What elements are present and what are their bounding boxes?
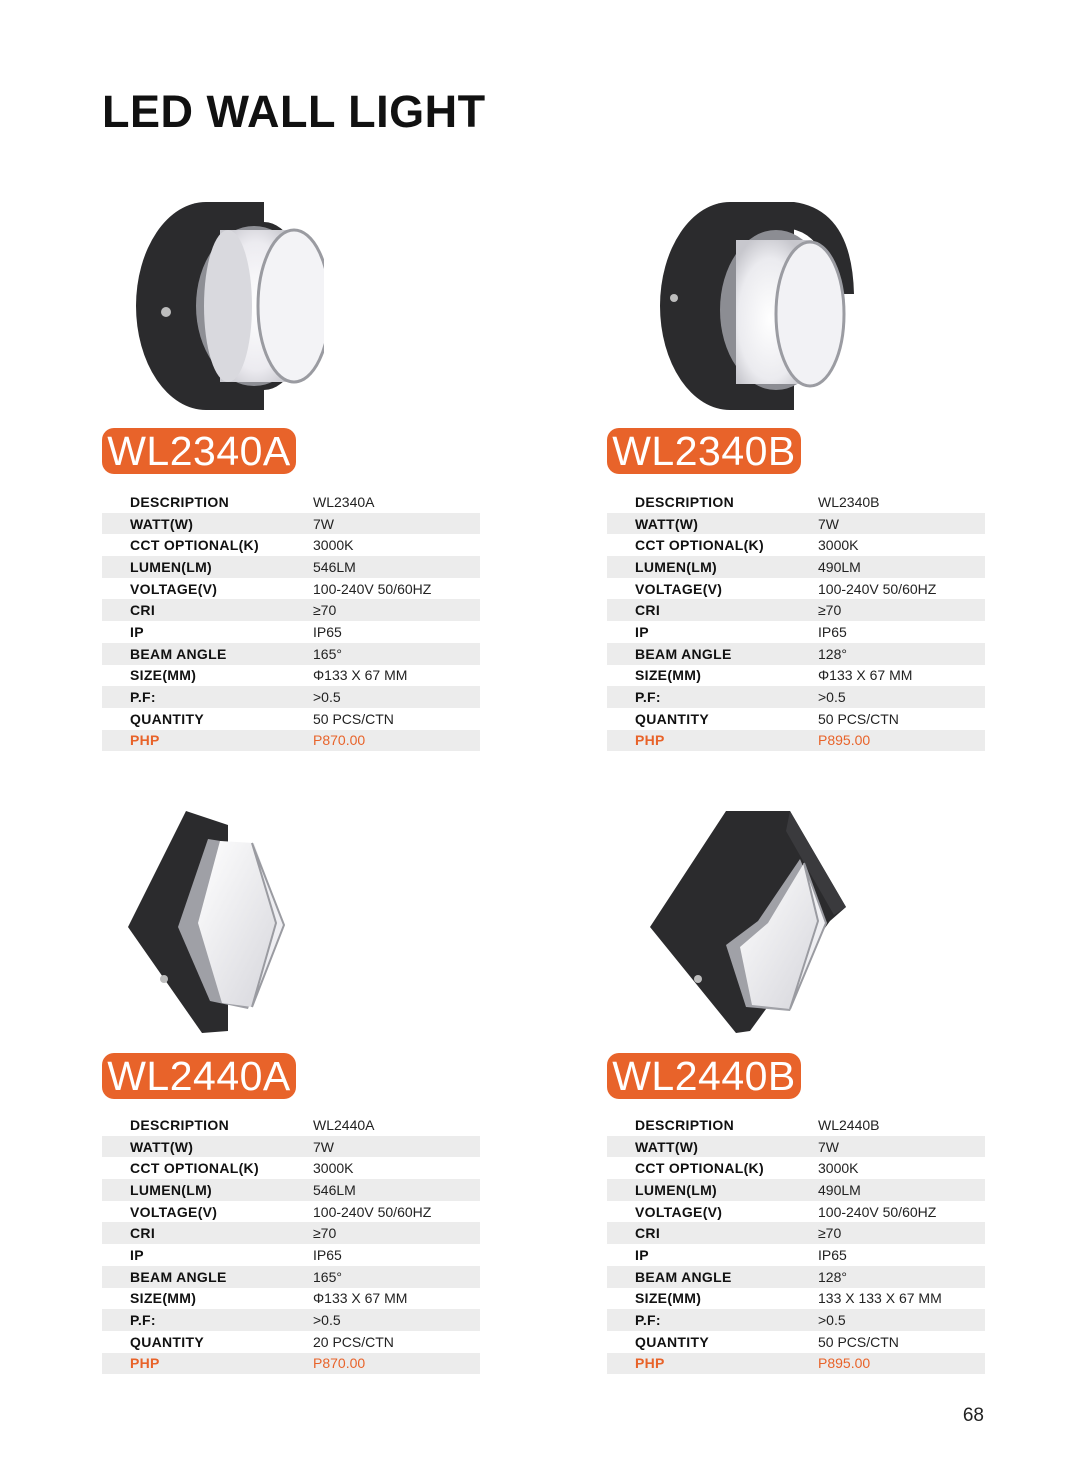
spec-row-quantity [607, 708, 985, 730]
spec-value: 546LM [313, 1181, 356, 1198]
spec-label: CCT OPTIONAL(K) [635, 1160, 764, 1177]
spec-label: BEAM ANGLE [635, 645, 732, 662]
spec-row-ip [607, 621, 985, 643]
spec-row-size [102, 1288, 480, 1310]
spec-label: PHP [635, 732, 665, 749]
spec-value: 50 PCS/CTN [818, 710, 899, 727]
spec-label: SIZE(MM) [130, 667, 197, 684]
spec-value: IP65 [313, 623, 342, 640]
spec-value: >0.5 [818, 1312, 846, 1329]
spec-label: SIZE(MM) [635, 667, 702, 684]
spec-label: SIZE(MM) [635, 1290, 702, 1307]
spec-label: QUANTITY [635, 1333, 709, 1350]
spec-label: VOLTAGE(V) [130, 580, 218, 597]
spec-label: WATT(W) [130, 515, 194, 532]
spec-label: VOLTAGE(V) [130, 1203, 218, 1220]
spec-row-cct [102, 534, 480, 556]
model-badge: WL2440A [102, 1053, 296, 1099]
spec-value: 100-240V 50/60HZ [313, 1203, 432, 1220]
spec-value: WL2440A [313, 1116, 375, 1133]
spec-label: PHP [635, 1355, 665, 1372]
spec-value: 7W [313, 515, 334, 532]
spec-label: P.F: [635, 1312, 661, 1329]
spec-label: WATT(W) [635, 515, 699, 532]
round-hooded-wall-light-icon [629, 200, 859, 430]
model-badge: WL2440B [607, 1053, 801, 1099]
spec-value: ≥70 [818, 602, 842, 619]
spec-row-cri [607, 599, 985, 621]
spec-table [102, 1114, 480, 1374]
spec-row-size [607, 665, 985, 687]
spec-row-quantity [102, 708, 480, 730]
spec-value: ≥70 [818, 1225, 842, 1242]
spec-label: CCT OPTIONAL(K) [130, 1160, 259, 1177]
spec-row-price [102, 730, 480, 752]
spec-label: PHP [130, 1355, 160, 1372]
spec-value: Φ133 X 67 MM [313, 667, 408, 684]
spec-label: WATT(W) [635, 1138, 699, 1155]
spec-row-voltage [607, 578, 985, 600]
spec-value: 165° [313, 645, 342, 662]
spec-value: 128° [818, 1268, 847, 1285]
page-title: LED WALL LIGHT [102, 86, 486, 137]
square-hooded-wall-light-icon [635, 811, 865, 1041]
spec-label: BEAM ANGLE [130, 1268, 227, 1285]
spec-label: P.F: [130, 689, 156, 706]
spec-row-price [102, 1353, 480, 1375]
spec-value: 100-240V 50/60HZ [818, 1203, 937, 1220]
spec-value: 490LM [818, 1181, 861, 1198]
spec-value: ≥70 [313, 602, 337, 619]
spec-row-quantity [102, 1331, 480, 1353]
spec-row-description [102, 491, 480, 513]
spec-value: 7W [818, 515, 839, 532]
spec-value: 165° [313, 1268, 342, 1285]
spec-label: QUANTITY [635, 710, 709, 727]
spec-label: QUANTITY [130, 710, 204, 727]
spec-row-voltage [102, 1201, 480, 1223]
price-value: P870.00 [313, 732, 366, 749]
spec-value: 3000K [313, 1160, 354, 1177]
model-badge: WL2340B [607, 428, 801, 474]
spec-label: WATT(W) [130, 1138, 194, 1155]
product-card-wl2440b [607, 823, 987, 1383]
price-value: P870.00 [313, 1355, 366, 1372]
spec-label: IP [635, 1246, 649, 1263]
page-number: 68 [962, 1405, 984, 1426]
spec-value: >0.5 [313, 1312, 341, 1329]
spec-row-lumen [607, 556, 985, 578]
spec-label: VOLTAGE(V) [635, 1203, 723, 1220]
spec-row-ip [102, 621, 480, 643]
spec-row-pf [102, 1309, 480, 1331]
spec-value: 50 PCS/CTN [818, 1333, 899, 1350]
model-badge: WL2340A [102, 428, 296, 474]
spec-label: IP [130, 1246, 144, 1263]
product-card-wl2340b [607, 200, 987, 760]
spec-row-pf [607, 686, 985, 708]
spec-value: Φ133 X 67 MM [313, 1290, 408, 1307]
spec-label: LUMEN(LM) [130, 558, 213, 575]
spec-label: LUMEN(LM) [130, 1181, 213, 1198]
spec-row-beam-angle [102, 1266, 480, 1288]
spec-value: WL2440B [818, 1116, 880, 1133]
spec-row-price [607, 730, 985, 752]
spec-label: QUANTITY [130, 1333, 204, 1350]
spec-row-watt [607, 513, 985, 535]
spec-value: 100-240V 50/60HZ [313, 580, 432, 597]
spec-label: DESCRIPTION [130, 493, 229, 510]
spec-label: IP [635, 623, 649, 640]
spec-label: LUMEN(LM) [635, 1181, 718, 1198]
spec-label: CCT OPTIONAL(K) [130, 537, 259, 554]
spec-value: IP65 [818, 1246, 847, 1263]
spec-row-cct [102, 1157, 480, 1179]
spec-value: 490LM [818, 558, 861, 575]
spec-row-size [607, 1288, 985, 1310]
spec-label: BEAM ANGLE [635, 1268, 732, 1285]
spec-label: CRI [130, 1225, 156, 1242]
spec-label: P.F: [130, 1312, 156, 1329]
product-card-wl2340a [102, 200, 482, 760]
spec-row-watt [102, 1136, 480, 1158]
spec-row-cri [102, 599, 480, 621]
spec-row-cri [607, 1222, 985, 1244]
spec-row-size [102, 665, 480, 687]
spec-label: VOLTAGE(V) [635, 580, 723, 597]
spec-row-voltage [607, 1201, 985, 1223]
spec-value: 7W [313, 1138, 334, 1155]
spec-row-beam-angle [607, 643, 985, 665]
spec-row-price [607, 1353, 985, 1375]
spec-table [102, 491, 480, 751]
spec-label: BEAM ANGLE [130, 645, 227, 662]
spec-row-ip [102, 1244, 480, 1266]
spec-value: WL2340A [313, 493, 375, 510]
spec-value: 100-240V 50/60HZ [818, 580, 937, 597]
spec-value: 133 X 133 X 67 MM [818, 1290, 942, 1307]
spec-row-description [607, 1114, 985, 1136]
spec-label: SIZE(MM) [130, 1290, 197, 1307]
spec-label: CRI [635, 602, 661, 619]
spec-label: LUMEN(LM) [635, 558, 718, 575]
spec-table [607, 491, 985, 751]
spec-value: IP65 [313, 1246, 342, 1263]
spec-label: CRI [130, 602, 156, 619]
square-wall-light-icon [128, 811, 328, 1041]
spec-value: 20 PCS/CTN [313, 1333, 394, 1350]
spec-label: DESCRIPTION [635, 1116, 734, 1133]
spec-value: 546LM [313, 558, 356, 575]
spec-row-voltage [102, 578, 480, 600]
spec-row-description [607, 491, 985, 513]
spec-row-watt [102, 513, 480, 535]
price-value: P895.00 [818, 732, 871, 749]
spec-row-cct [607, 1157, 985, 1179]
spec-value: WL2340B [818, 493, 880, 510]
spec-row-lumen [102, 556, 480, 578]
spec-label: P.F: [635, 689, 661, 706]
spec-value: 3000K [818, 1160, 859, 1177]
spec-row-cct [607, 534, 985, 556]
spec-value: 50 PCS/CTN [313, 710, 394, 727]
round-wall-light-icon [124, 200, 324, 430]
spec-value: >0.5 [313, 689, 341, 706]
spec-value: 7W [818, 1138, 839, 1155]
spec-value: 3000K [818, 537, 859, 554]
spec-row-ip [607, 1244, 985, 1266]
price-value: P895.00 [818, 1355, 871, 1372]
spec-label: DESCRIPTION [130, 1116, 229, 1133]
spec-row-pf [607, 1309, 985, 1331]
spec-row-cri [102, 1222, 480, 1244]
spec-value: Φ133 X 67 MM [818, 667, 913, 684]
spec-value: 3000K [313, 537, 354, 554]
spec-label: DESCRIPTION [635, 493, 734, 510]
spec-table [607, 1114, 985, 1374]
spec-row-beam-angle [607, 1266, 985, 1288]
spec-row-description [102, 1114, 480, 1136]
spec-row-beam-angle [102, 643, 480, 665]
spec-row-quantity [607, 1331, 985, 1353]
spec-value: IP65 [818, 623, 847, 640]
spec-row-lumen [607, 1179, 985, 1201]
spec-value: 128° [818, 645, 847, 662]
spec-label: CRI [635, 1225, 661, 1242]
product-card-wl2440a [102, 823, 482, 1383]
spec-row-lumen [102, 1179, 480, 1201]
spec-value: >0.5 [818, 689, 846, 706]
spec-row-pf [102, 686, 480, 708]
spec-value: ≥70 [313, 1225, 337, 1242]
spec-row-watt [607, 1136, 985, 1158]
spec-label: PHP [130, 732, 160, 749]
spec-label: CCT OPTIONAL(K) [635, 537, 764, 554]
spec-label: IP [130, 623, 144, 640]
